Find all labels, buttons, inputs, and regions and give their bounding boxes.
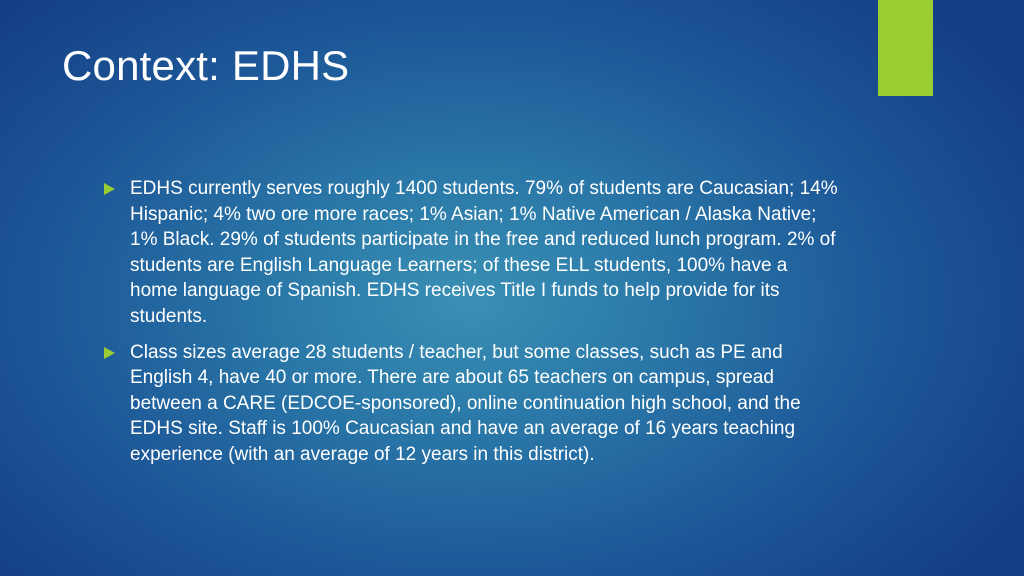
- bullet-text: EDHS currently serves roughly 1400 students. 79% of students are Caucasian; 14% Hispanic; 4% two ore more races; 1% Asian; 1% Native American / Alaska Native; 1% Black. 29% of students participate in the free and reduced lunch program. 2% of students are English Language Learners; of these ELL students, 100% have a home language of Spanish. EDHS receives Title I funds to help provide for its students.: [130, 178, 838, 327]
- accent-bar: [878, 0, 933, 96]
- slide-title: Context: EDHS: [62, 42, 350, 89]
- bullet-item-class-and-staff: [100, 340, 840, 468]
- triangle-bullet-icon: [104, 347, 115, 359]
- bullet-item-student-demographics: [100, 176, 840, 330]
- triangle-bullet-icon: [104, 183, 115, 195]
- bullet-text: Class sizes average 28 students / teacher, but some classes, such as PE and English 4, have 40 or more. There are about 65 teachers on campus, spread between a CARE (EDCOE-sponsored), online continuation high school, and the EDHS site. Staff is 100% Caucasian and have an average of 16 years teaching experience (with an average of 12 years in this district).: [130, 341, 801, 465]
- bullet-list: [100, 176, 840, 478]
